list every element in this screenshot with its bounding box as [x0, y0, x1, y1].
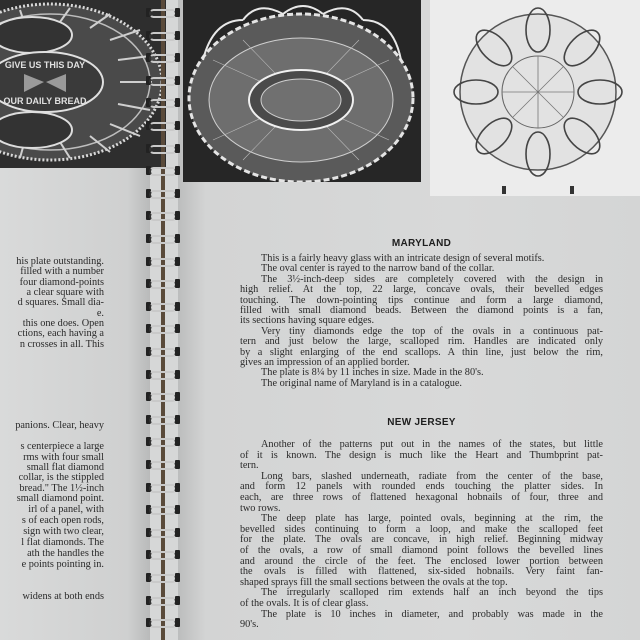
svg-text:OUR DAILY BREAD: OUR DAILY BREAD [3, 96, 87, 106]
spiral-ring [146, 481, 180, 494]
new-jersey-line: The plate is 10 inches in diameter, and probably was made in the [261, 608, 603, 620]
left-page-line: ath the handles the [27, 548, 104, 559]
left-page-line: d squares. Small dia- [17, 297, 104, 308]
left-page-line: irl of a panel, with [28, 504, 104, 515]
spiral-ring [146, 345, 180, 358]
spiral-ring [146, 503, 180, 516]
new-jersey-line: of the ovals, a row of small diamond point follows the bevelled lines [240, 545, 603, 556]
spiral-ring [146, 187, 180, 200]
spiral-ring [146, 322, 180, 335]
new-jersey-line: Another of the patterns put out in the names of the states, but little [261, 439, 603, 450]
spiral-ring [146, 571, 180, 584]
maryland-line: This is a fairly heavy glass with an intricate design of several motifs. [261, 253, 545, 264]
new-jersey-line: shaped sprays fill the small sections between the ovals at the top. [240, 576, 508, 588]
spiral-ring [146, 390, 180, 403]
maryland-line: The original name of Maryland is in a catalogue. [261, 377, 463, 389]
left-page-line: a clear square with [26, 287, 104, 298]
new-jersey-line: and form 12 panels with rounded ends touching the platter sides. In [240, 481, 603, 493]
spiral-ring [146, 300, 180, 313]
spiral-ring [146, 51, 180, 64]
left-page-line: collar, is the stippled [18, 472, 104, 483]
new-jersey-line: 90's. [240, 619, 259, 631]
new-jersey-line: two rows. [240, 502, 281, 514]
left-page-line: filled with a number [20, 266, 104, 277]
spiral-ring [146, 142, 180, 155]
maryland-line: tern and just below the large, scalloped rim. Handles are indicated only [240, 336, 603, 348]
maryland-line: Very tiny diamonds edge the top of the ovals in a continuous pat- [261, 325, 603, 337]
maryland-plate-photo [183, 0, 421, 182]
spiral-ring [146, 435, 180, 448]
new-jersey-line: the ovals is filled with flattened, six-sided hobnails. Very faint fan- [240, 566, 603, 578]
new-jersey-line: The deep plate has large, pointed ovals, beginning at the rim, the [261, 513, 603, 525]
new-jersey-line: Long bars, slashed underneath, radiate from the center of the base, [261, 470, 603, 482]
left-page-line: e. [96, 308, 104, 319]
spiral-ring [146, 526, 180, 539]
left-page-line: four diamond-points [19, 277, 104, 288]
maryland-heading: MARYLAND [391, 238, 452, 249]
new-jersey-line: bevelled sides continuing to form a loop, and make the scalloped feet [240, 523, 603, 535]
maryland-line: high relief. At the top, 22 large, concave ovals, their bevelled edges [240, 284, 603, 296]
left-page-line: his plate outstanding. [16, 256, 104, 267]
spiral-ring [146, 594, 180, 607]
left-page-line: sign with two clear, [23, 526, 104, 537]
maryland-plate-image [183, 0, 421, 182]
spiral-ring [146, 164, 180, 177]
maryland-line: its sections having square edges. [240, 315, 375, 327]
left-page-line: rms with four small [23, 452, 104, 463]
left-page-line: e points pointing in. [21, 559, 104, 570]
spiral-binding [146, 0, 180, 640]
new-jersey-line: The irregularly scalloped rim extends half an inch beyond the tips [261, 587, 603, 599]
maryland-line: gives an impression of an applied border. [240, 357, 410, 368]
maryland-line: The 3½-inch-deep sides are completely covered with the design in [261, 273, 603, 285]
left-page-line: s centerpiece a large [20, 441, 104, 452]
spiral-ring [146, 548, 180, 561]
new-jersey-line: for the plate. The ovals are concave, in high relief. Beginning midway [240, 534, 603, 546]
new-jersey-plate-image [430, 0, 640, 196]
left-page-line: l flat diamonds. The [21, 537, 104, 548]
spiral-ring [146, 458, 180, 471]
bread-plate-image [0, 0, 166, 168]
left-page-line: n crosses in all. This [19, 339, 104, 350]
new-jersey-line: each, are three rows of flattened hexagonal hobnails of four, three and [240, 492, 603, 503]
spiral-ring [146, 413, 180, 426]
spiral-ring [146, 96, 180, 109]
left-page-line: panions. Clear, heavy [15, 420, 104, 431]
spiral-ring [146, 232, 180, 245]
spiral-ring [146, 255, 180, 268]
spiral-ring [146, 74, 180, 87]
spiral-ring [146, 29, 180, 42]
spiral-ring [146, 616, 180, 629]
spiral-ring [146, 277, 180, 290]
new-jersey-line: and around the circle of the feet. The enclosed lower portion between [240, 555, 603, 567]
maryland-line: touching. The down-pointing tips continue and form a large diamond, [240, 294, 603, 306]
bread-plate-photo [0, 0, 166, 168]
new-jersey-line: of it is known. The design is much like the Heart and Thumbprint pat- [240, 449, 603, 461]
maryland-line: The oval center is rayed to the narrow band of the collar. [261, 263, 495, 275]
maryland-line: filled with small diamond beads. Between the diamond points is a fan, [240, 305, 603, 316]
left-page-line: s of each open rods, [21, 515, 104, 526]
left-page-line: small flat diamond [26, 462, 104, 473]
new-jersey-line: of the ovals. It is of clear glass. [240, 598, 369, 609]
left-page-line: small diamond point. [16, 493, 104, 504]
maryland-line: by a slight enlarging of the end scallops. A thin line, just below the rim, [240, 346, 603, 358]
spiral-ring [146, 209, 180, 222]
left-page-line: this one does. Open [22, 318, 104, 329]
spiral-ring [146, 6, 180, 19]
svg-text:GIVE US THIS DAY: GIVE US THIS DAY [4, 60, 86, 70]
left-page-line: widens at both ends [22, 591, 104, 602]
new-jersey-plate-photo [430, 0, 640, 196]
spiral-ring [146, 368, 180, 381]
left-page-line: ctions, each having a [17, 328, 104, 339]
left-page-line: bread." The 1½-inch [19, 483, 104, 494]
new-jersey-heading: NEW JERSEY [387, 417, 456, 428]
maryland-line: The plate is 8¼ by 11 inches in size. Made in the 80's. [261, 367, 484, 379]
new-jersey-line: tern. [240, 460, 259, 472]
spiral-ring [146, 119, 180, 132]
